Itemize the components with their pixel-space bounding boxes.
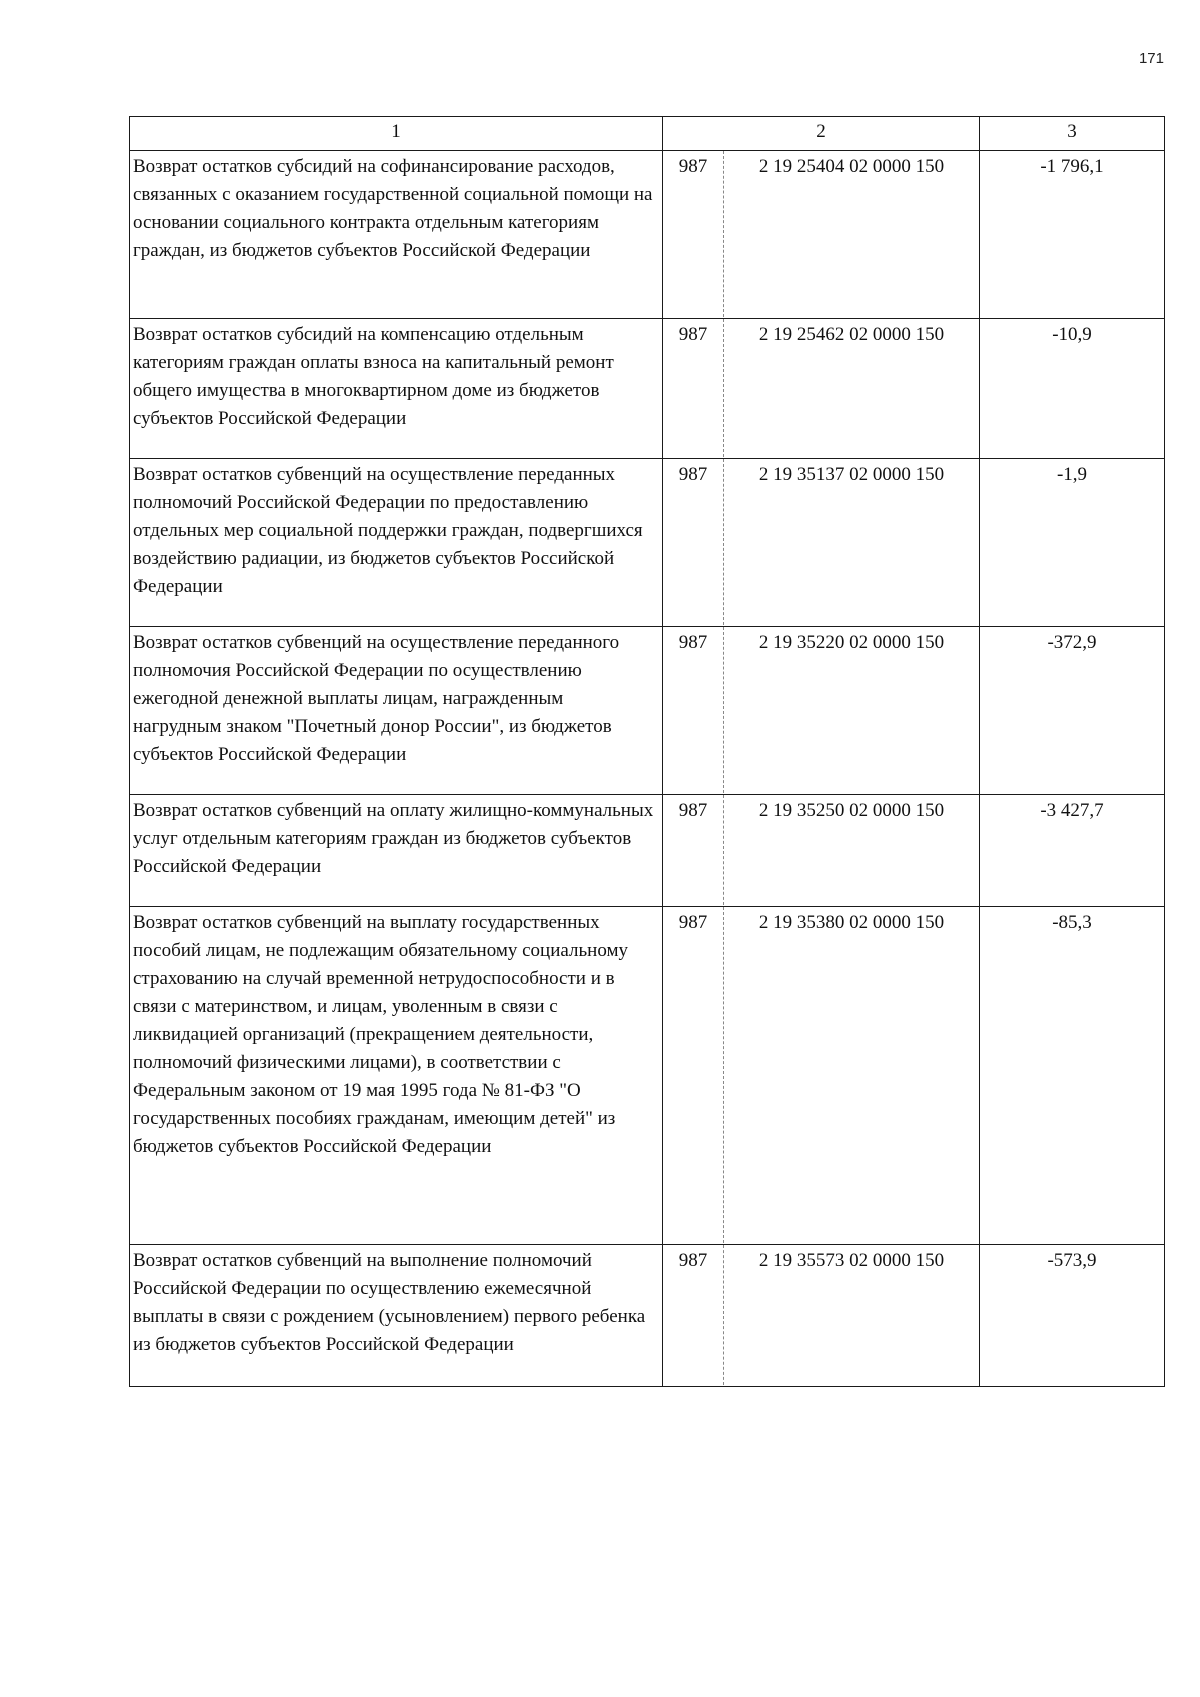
row-amount: -3 427,7 [980,795,1165,907]
row-admin-code: 987 [663,1245,724,1385]
row-description: Возврат остатков субсидий на софинансирование расходов, связанных с оказанием государственной социальной помощи на основании социального контракта отдельным категориям граждан, из бюджетов субъектов Российской Федерации [130,151,663,319]
row-amount: -1 796,1 [980,151,1165,319]
table-row [130,151,1165,319]
row-amount: -1,9 [980,459,1165,627]
row-amount: -573,9 [980,1245,1165,1387]
row-description: Возврат остатков субвенций на выплату государственных пособий лицам, не подлежащим обязательному социальному страхованию на случай временной нетрудоспособности и в связи с материнством, и лицам, уволенным в связи с ликвидацией организаций (прекращением деятельности, полномочий физическими лицами), в соответствии с Федеральным законом от 19 мая 1995 года № 81-ФЗ "О государственных пособиях гражданам, имеющим детей" из бюджетов субъектов Российской Федерации [130,907,663,1245]
row-description: Возврат остатков субвенций на выполнение полномочий Российской Федерации по осуществлению ежемесячной выплаты в связи с рождением (усыновлением) первого ребенка из бюджетов субъектов Российской Федерации [130,1245,663,1387]
row-code-cell [663,907,980,1245]
table-row [130,459,1165,627]
page-number: 171 [1138,50,1164,67]
row-admin-code: 987 [663,627,724,793]
budget-table [129,116,1165,1387]
row-code-cell [663,627,980,795]
table-row [130,907,1165,1245]
row-code-cell [663,151,980,319]
header-col-1: 1 [130,117,663,151]
row-budget-code: 2 19 35220 02 0000 150 [758,632,945,653]
row-code-cell [663,795,980,907]
row-amount: -85,3 [980,907,1165,1245]
table-row [130,1245,1165,1387]
row-description: Возврат остатков субвенций на осуществление переданных полномочий Российской Федерации по предоставлению отдельных мер социальной поддержки граждан, подвергшихся воздействию радиации, из бюджетов субъектов Российской Федерации [130,459,663,627]
table-row [130,627,1165,795]
row-admin-code: 987 [663,459,724,625]
row-amount: -10,9 [980,319,1165,459]
row-budget-code: 2 19 35573 02 0000 150 [758,1250,945,1271]
row-budget-code: 2 19 35137 02 0000 150 [758,464,945,485]
row-admin-code: 987 [663,319,724,457]
table-header-row [130,117,1165,151]
row-code-cell [663,1245,980,1387]
table-row [130,795,1165,907]
row-admin-code: 987 [663,907,724,1243]
table-row [130,319,1165,459]
row-code-cell [663,459,980,627]
row-description: Возврат остатков субвенций на оплату жилищно-коммунальных услуг отдельным категориям граждан из бюджетов субъектов Российской Федерации [130,795,663,907]
row-description: Возврат остатков субвенций на осуществление переданного полномочия Российской Федерации по осуществлению ежегодной денежной выплаты лицам, награжденным нагрудным знаком "Почетный донор России", из бюджетов субъектов Российской Федерации [130,627,663,795]
row-admin-code: 987 [663,151,724,317]
row-budget-code: 2 19 35250 02 0000 150 [758,800,945,821]
row-budget-code: 2 19 25462 02 0000 150 [758,324,945,345]
header-col-2: 2 [663,117,980,151]
row-amount: -372,9 [980,627,1165,795]
header-col-3: 3 [980,117,1165,151]
row-description: Возврат остатков субсидий на компенсацию отдельным категориям граждан оплаты взноса на капитальный ремонт общего имущества в многоквартирном доме из бюджетов субъектов Российской Федерации [130,319,663,459]
row-budget-code: 2 19 35380 02 0000 150 [758,912,945,933]
row-admin-code: 987 [663,795,724,905]
row-budget-code: 2 19 25404 02 0000 150 [758,156,945,177]
row-code-cell [663,319,980,459]
